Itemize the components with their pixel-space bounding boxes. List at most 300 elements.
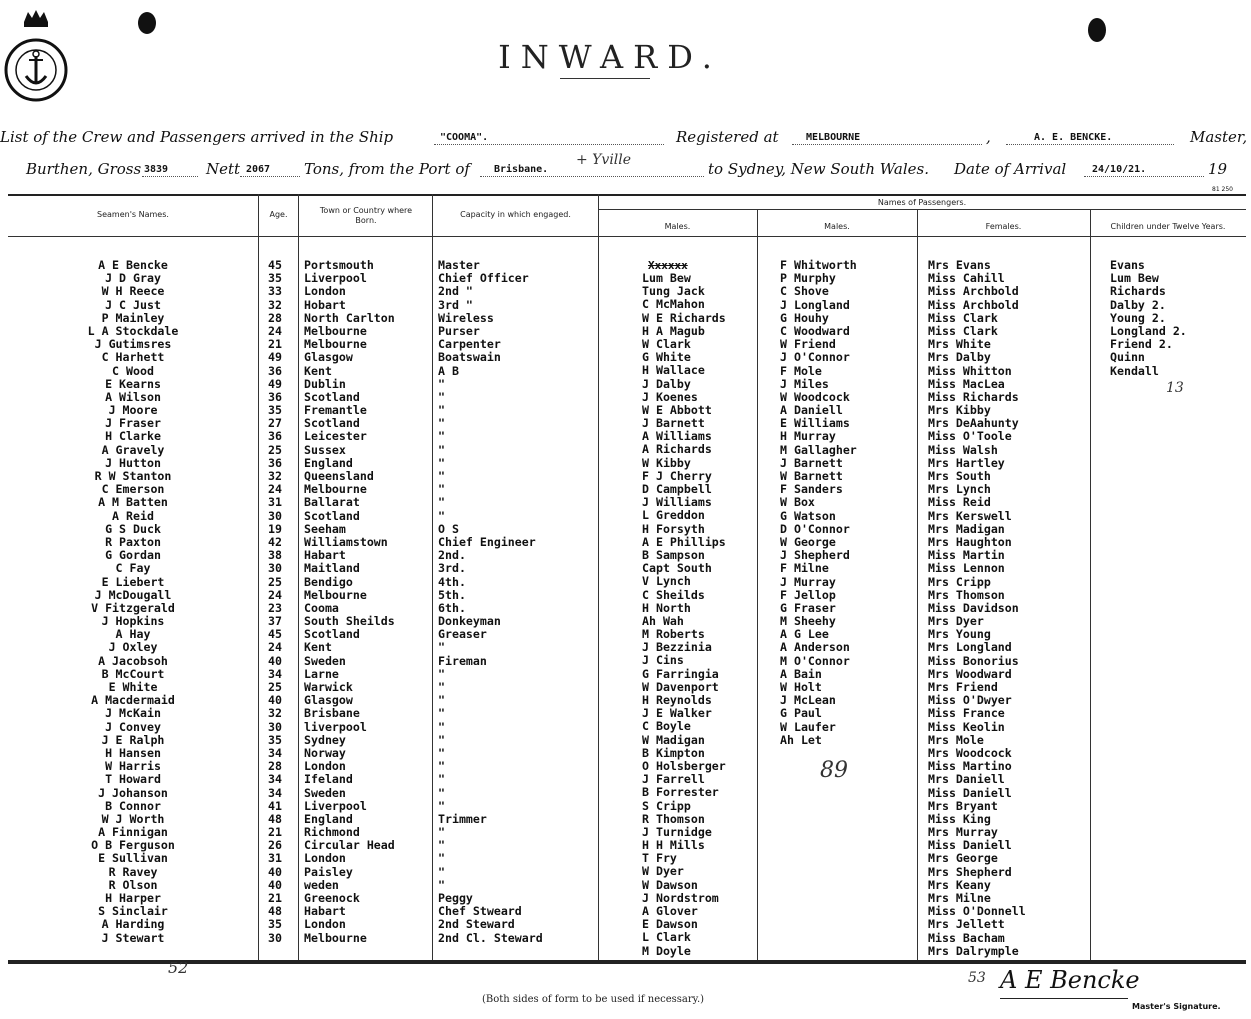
crew-name-list xyxy=(10,259,256,945)
crew-name: E Liebert xyxy=(101,574,165,589)
crew-age: 28 xyxy=(268,310,282,325)
male-passenger: C Woodward xyxy=(780,323,850,338)
crew-name: J C Just xyxy=(105,297,161,312)
crew-age: 32 xyxy=(268,706,282,721)
child-passenger: Friend 2. xyxy=(1110,337,1173,352)
col-head-town: Town or Country where Born. xyxy=(319,206,413,225)
male-passenger: Lum Bew xyxy=(642,271,691,285)
crew-age: 26 xyxy=(268,838,282,853)
crew-capacity: " xyxy=(438,732,445,747)
crew-age: 21 xyxy=(268,337,282,352)
crew-name: A Jacobsoh xyxy=(98,653,168,668)
crew-capacity: " xyxy=(438,785,445,800)
crew-age: 40 xyxy=(268,877,282,892)
crew-name: J Moore xyxy=(108,403,158,418)
crew-town: weden xyxy=(304,877,339,892)
crew-name: C Wood xyxy=(112,363,154,378)
crew-name: A E Bencke xyxy=(98,258,168,272)
children-list xyxy=(1110,259,1246,378)
crew-name: J Convey xyxy=(105,719,161,734)
crew-capacity: " xyxy=(438,772,445,787)
crew-age: 41 xyxy=(268,798,282,813)
crew-capacity: Boatswain xyxy=(438,350,501,365)
male-passenger: B Sampson xyxy=(642,547,705,562)
female-passenger: Miss MacLea xyxy=(928,376,1005,391)
crew-age: 21 xyxy=(268,825,282,840)
col-head-females: Females. xyxy=(985,222,1022,231)
male-passenger: W E Richards xyxy=(642,310,726,325)
crew-age: 45 xyxy=(268,258,282,272)
crew-age: 35 xyxy=(268,271,282,286)
crew-capacity: " xyxy=(438,680,445,694)
master-label: Master, xyxy=(1190,128,1248,146)
female-passenger: Miss Archbold xyxy=(928,284,1019,299)
female-passenger: Mrs George xyxy=(928,851,998,866)
male-passenger: B Forrester xyxy=(642,785,719,800)
crew-capacity: Donkeyman xyxy=(438,614,501,629)
crew-capacity: " xyxy=(438,495,445,510)
female-passenger: Mrs Dalby xyxy=(928,350,991,365)
crew-name: T Howard xyxy=(105,772,161,787)
female-passenger: Miss Richards xyxy=(928,389,1019,404)
nett-tons: 2067 xyxy=(246,164,271,175)
crew-name: A M Batten xyxy=(98,495,168,510)
female-passenger: Mrs Murray xyxy=(928,825,998,840)
male-passenger: J Nordstrom xyxy=(642,890,719,905)
crew-age: 31 xyxy=(268,495,282,510)
crew-name: A Reid xyxy=(112,508,154,523)
female-passenger: Mrs Keany xyxy=(928,877,991,892)
crew-name: J Oxley xyxy=(108,640,158,655)
crew-capacity: 2nd " xyxy=(438,284,473,299)
crew-age: 37 xyxy=(268,614,282,629)
female-passenger: Miss Cahill xyxy=(928,271,1005,286)
female-passenger: Miss Martin xyxy=(928,548,1005,563)
male-passenger: W Dawson xyxy=(642,877,698,892)
crew-age: 40 xyxy=(268,653,282,668)
column-divider xyxy=(1090,209,1091,960)
crew-age: 30 xyxy=(268,508,282,523)
crew-town: Fremantle xyxy=(304,403,367,418)
male-passenger: L Clark xyxy=(642,930,691,945)
crew-capacity: " xyxy=(438,403,445,418)
crew-age: 32 xyxy=(268,297,282,312)
master-dotted-line xyxy=(1006,144,1174,145)
crew-name: E Sullivan xyxy=(98,851,168,866)
crew-name: E White xyxy=(108,680,158,694)
male-passenger: J Williams xyxy=(642,495,712,510)
male-passenger: W Kibby xyxy=(642,455,691,470)
crew-age: 24 xyxy=(268,482,282,497)
crew-town: Dublin xyxy=(304,376,346,391)
crew-town: Cooma xyxy=(304,600,339,615)
female-passenger: Miss Davidson xyxy=(928,600,1019,615)
male-passenger: F Mole xyxy=(780,363,822,378)
female-passenger: Mrs Woodcock xyxy=(928,745,1012,760)
header-line-ship xyxy=(0,128,1251,154)
crew-town: Queensland xyxy=(304,469,374,483)
crew-capacity: " xyxy=(438,706,445,721)
date-label: Date of Arrival xyxy=(954,160,1067,178)
male-passenger: H Reynolds xyxy=(642,693,712,707)
crew-town: England xyxy=(304,811,353,826)
male-passenger: Capt South xyxy=(642,561,712,576)
gross-dotted-line xyxy=(142,176,198,177)
female-passenger: Miss Bonorius xyxy=(928,653,1019,668)
crew-capacity: 3rd. xyxy=(438,561,466,576)
crew-age: 27 xyxy=(268,416,282,431)
crew-age: 35 xyxy=(268,732,282,747)
column-divider xyxy=(258,194,259,960)
crew-capacity: " xyxy=(438,825,445,840)
male-passenger: A Richards xyxy=(642,442,712,457)
crew-capacity: Fireman xyxy=(438,653,487,668)
crew-age: 48 xyxy=(268,904,282,919)
female-passenger: Miss Whitton xyxy=(928,363,1012,378)
male-passenger: J Koenes xyxy=(642,389,698,404)
crew-town: London xyxy=(304,284,346,299)
crew-name: H Harper xyxy=(105,891,161,905)
crew-capacity: Master xyxy=(438,258,480,272)
female-passenger: Mrs Lynch xyxy=(928,482,991,497)
crew-age: 32 xyxy=(268,469,282,483)
crew-capacity: Carpenter xyxy=(438,337,501,352)
crew-town: Seeham xyxy=(304,521,346,536)
male-passenger: W Holt xyxy=(780,680,822,694)
crew-age: 40 xyxy=(268,864,282,879)
gross-tons: 3839 xyxy=(144,164,169,175)
crew-name: B Connor xyxy=(105,798,161,813)
crew-town: Portsmouth xyxy=(304,258,374,272)
female-passenger: Miss Archbold xyxy=(928,297,1019,312)
female-passenger: Mrs Cripp xyxy=(928,574,991,589)
male-passenger: W Friend xyxy=(780,337,836,352)
crew-town: Scotland xyxy=(304,627,360,642)
crew-name: J Stewart xyxy=(101,930,165,945)
female-passenger: Mrs Bryant xyxy=(928,798,998,813)
child-passenger: Young 2. xyxy=(1110,310,1166,325)
crew-capacity: " xyxy=(438,851,445,866)
female-passenger: Mrs Mole xyxy=(928,732,984,747)
crew-capacity: " xyxy=(438,693,445,708)
male-passenger: A Bain xyxy=(780,666,822,681)
crew-age: 24 xyxy=(268,640,282,655)
female-passenger: Mrs Woodward xyxy=(928,666,1012,681)
crew-capacity: Purser xyxy=(438,323,480,338)
crew-town: Melbourne xyxy=(304,337,367,352)
male-passenger: W Davenport xyxy=(642,679,719,694)
crew-age: 25 xyxy=(268,442,282,457)
male-passenger: J Dalby xyxy=(642,376,691,391)
port-from: Brisbane. xyxy=(494,164,549,175)
male-passenger: P Murphy xyxy=(780,271,836,286)
female-passenger: Miss Reid xyxy=(928,495,991,510)
male-passenger: T Fry xyxy=(642,851,677,866)
crew-name: W H Reece xyxy=(101,284,165,299)
crew-capacity: " xyxy=(438,389,445,404)
crew-age: 31 xyxy=(268,851,282,866)
female-passenger: Mrs Kerswell xyxy=(928,508,1012,523)
males2-tally: 89 xyxy=(820,758,848,783)
signature-line xyxy=(1000,998,1128,999)
male-passenger: O Holsberger xyxy=(642,758,726,773)
female-passenger: Mrs Madigan xyxy=(928,521,1005,536)
crew-capacity: 5th. xyxy=(438,587,466,602)
title-underline xyxy=(560,78,650,79)
crew-capacity: Trimmer xyxy=(438,811,487,826)
crew-age: 24 xyxy=(268,323,282,338)
female-passenger: Mrs DeAahunty xyxy=(928,416,1019,431)
crew-capacity: 3rd " xyxy=(438,297,473,312)
ink-blot xyxy=(138,12,156,34)
arrival-date: 24/10/21. xyxy=(1092,164,1147,175)
male-passenger: F Milne xyxy=(780,561,829,576)
crew-town: Brisbane xyxy=(304,706,360,721)
nett-label: Nett xyxy=(206,160,241,178)
crew-town: Sydney xyxy=(304,732,346,747)
crew-capacity: " xyxy=(438,508,445,523)
female-passenger: Mrs Milne xyxy=(928,891,991,905)
crew-name: R Paxton xyxy=(105,534,161,549)
column-divider xyxy=(432,194,433,960)
crew-age: 35 xyxy=(268,917,282,932)
crew-name: C Emerson xyxy=(101,482,165,497)
male-passenger: G Fraser xyxy=(780,600,836,615)
signature-label: Master's Signature. xyxy=(1132,1002,1221,1011)
crew-town: Melbourne xyxy=(304,930,367,945)
crew-town: Habart xyxy=(304,904,346,919)
male-passenger: B Kimpton xyxy=(642,745,705,760)
female-passenger: Mrs Kibby xyxy=(928,403,991,418)
crew-age: 30 xyxy=(268,719,282,734)
female-passenger: Mrs Hartley xyxy=(928,455,1005,470)
crew-capacity: Chief Engineer xyxy=(438,534,536,549)
male-passenger: W Madigan xyxy=(642,732,705,747)
crew-age: 25 xyxy=(268,680,282,694)
female-passenger: Miss France xyxy=(928,706,1005,721)
female-passenger: Miss Keolin xyxy=(928,719,1005,734)
port-annotation: + Yville xyxy=(576,152,632,168)
crew-age: 49 xyxy=(268,376,282,391)
col-head-males-1: Males. xyxy=(664,222,691,231)
female-passenger: Mrs Dyer xyxy=(928,614,984,629)
female-passenger: Mrs South xyxy=(928,469,991,483)
crew-capacity: 2nd Steward xyxy=(438,917,515,932)
male-passenger: J Cins xyxy=(642,653,684,668)
crew-capacity: Chef Stweard xyxy=(438,904,522,919)
header-line-burthen xyxy=(0,152,1251,186)
crew-town: Scotland xyxy=(304,416,360,431)
crew-town: Liverpool xyxy=(304,798,367,813)
male-passenger: H North xyxy=(642,600,691,615)
crew-age: 21 xyxy=(268,891,282,905)
crew-town: Melbourne xyxy=(304,587,367,602)
male-passenger: W Laufer xyxy=(780,719,836,734)
crew-age: 40 xyxy=(268,693,282,708)
crew-name: A Finnigan xyxy=(98,825,168,840)
column-header-rule xyxy=(8,236,1246,237)
crew-age: 49 xyxy=(268,350,282,365)
crew-name: C Harhett xyxy=(101,350,165,365)
crew-capacity: 6th. xyxy=(438,600,466,615)
male-passenger: E Dawson xyxy=(642,917,698,932)
crew-age: 35 xyxy=(268,403,282,418)
ship-label: List of the Crew and Passengers arrived in the Ship xyxy=(0,128,394,146)
crew-town: Paisley xyxy=(304,864,353,879)
ship-name: "COOMA". xyxy=(440,132,489,143)
child-passenger: Kendall xyxy=(1110,363,1159,378)
male-passenger: E Williams xyxy=(780,416,850,431)
crew-name: J McDougall xyxy=(94,587,172,602)
crew-town: London xyxy=(304,917,346,932)
male-passenger: V Lynch xyxy=(642,574,691,589)
male-passenger: W Clark xyxy=(642,336,691,351)
child-passenger: Richards xyxy=(1110,284,1166,299)
table-bottom-rule xyxy=(8,960,1246,962)
port-dotted-line xyxy=(480,176,704,177)
crew-capacity: " xyxy=(438,798,445,813)
crew-town: Greenock xyxy=(304,891,360,905)
crew-town: Larne xyxy=(304,666,339,681)
crew-town: Richmond xyxy=(304,825,360,840)
col-head-passengers: Names of Passengers. xyxy=(877,198,967,207)
crew-age: 30 xyxy=(268,930,282,945)
child-passenger: Quinn xyxy=(1110,350,1145,365)
struck-out-entry: Xxxxxx xyxy=(648,259,688,272)
crew-town: Williamstown xyxy=(304,534,388,549)
form-code: 81 250 xyxy=(1212,186,1233,193)
col-head-children: Children under Twelve Years. xyxy=(1110,222,1226,231)
male-passenger: J E Walker xyxy=(642,706,712,721)
crew-town: Ballarat xyxy=(304,495,360,510)
male-passenger: H A Magub xyxy=(642,323,705,338)
crew-age: 33 xyxy=(268,284,282,299)
male-passenger: Ah Wah xyxy=(642,613,684,628)
crew-town: Norway xyxy=(304,745,346,760)
female-passenger: Miss O'Donnell xyxy=(928,904,1026,919)
male-passenger: Ah Let xyxy=(780,732,822,747)
male-passenger-list-1 xyxy=(642,272,758,958)
crew-name: S Sinclair xyxy=(98,904,168,919)
female-passenger: Mrs White xyxy=(928,337,991,352)
male-passenger: H H Mills xyxy=(642,838,705,853)
male-passenger: W Dyer xyxy=(642,864,684,879)
crew-age: 42 xyxy=(268,534,282,549)
crew-name: P Mainley xyxy=(101,310,165,325)
crew-age: 34 xyxy=(268,666,282,681)
female-passenger: Miss O'Dwyer xyxy=(928,693,1012,708)
crew-capacity: " xyxy=(438,864,445,879)
female-passenger: Mrs Evans xyxy=(928,258,991,272)
crew-capacity: Chief Officer xyxy=(438,271,529,286)
crew-capacity-list xyxy=(438,259,598,945)
crew-town: Sweden xyxy=(304,653,346,668)
registered-label: Registered at xyxy=(676,128,779,146)
male-passenger: A E Phillips xyxy=(642,534,726,549)
crew-town: Sweden xyxy=(304,785,346,800)
female-passenger: Miss Daniell xyxy=(928,838,1012,853)
crew-town: Bendigo xyxy=(304,574,353,589)
male-passenger: M O'Connor xyxy=(780,653,850,668)
crew-town: Hobart xyxy=(304,297,346,312)
crew-name: C Fay xyxy=(115,561,151,576)
crew-town: North Carlton xyxy=(304,310,395,325)
burthen-label: Burthen, Gross xyxy=(26,160,142,178)
male-passenger: Tung Jack xyxy=(642,284,705,299)
female-passenger: Mrs Shepherd xyxy=(928,864,1012,879)
male-passenger: H Forsyth xyxy=(642,521,705,536)
crew-name: J E Ralph xyxy=(101,732,165,747)
female-passenger: Miss Lennon xyxy=(928,561,1005,576)
female-passenger: Mrs Dalrymple xyxy=(928,943,1019,958)
passengers-header-rule xyxy=(598,209,1246,210)
crew-town: Liverpool xyxy=(304,271,367,286)
comma: , xyxy=(986,128,991,146)
crew-capacity: " xyxy=(438,482,445,497)
male-passenger: G Farringia xyxy=(642,666,719,681)
crew-age: 34 xyxy=(268,745,282,760)
female-passenger: Miss Bacham xyxy=(928,930,1005,945)
male-passenger: H Murray xyxy=(780,429,836,444)
crew-town: Warwick xyxy=(304,680,353,694)
crew-name: O B Ferguson xyxy=(91,838,175,853)
crew-capacity: Peggy xyxy=(438,891,473,905)
crew-age: 23 xyxy=(268,600,282,615)
child-passenger: Longland 2. xyxy=(1110,323,1187,338)
crew-name: J Johanson xyxy=(98,785,168,800)
crew-age: 25 xyxy=(268,574,282,589)
crew-capacity: 4th. xyxy=(438,574,466,589)
male-passenger: H Wallace xyxy=(642,363,705,378)
crew-name: W Harris xyxy=(105,759,161,774)
male-passenger: J Bezzinia xyxy=(642,640,712,655)
crew-town: Melbourne xyxy=(304,482,367,497)
female-passenger: Mrs Thomson xyxy=(928,587,1005,602)
male-passenger: W Box xyxy=(780,495,815,510)
to-sydney-label: to Sydney, New South Wales. xyxy=(708,160,929,178)
female-passenger: Miss Daniell xyxy=(928,785,1012,800)
nett-dotted-line xyxy=(240,176,300,177)
male-passenger: F Jellop xyxy=(780,587,836,602)
crew-name: A Hay xyxy=(115,627,151,642)
crew-name: J McKain xyxy=(105,706,161,721)
crew-name: J Fraser xyxy=(105,416,161,431)
male-passenger: W George xyxy=(780,534,836,549)
female-passenger-list xyxy=(928,259,1088,958)
female-passenger: Miss Walsh xyxy=(928,442,998,457)
crew-name: W J Worth xyxy=(101,811,165,826)
crew-town: London xyxy=(304,851,346,866)
crew-age: 36 xyxy=(268,389,282,404)
female-passenger: Miss Clark xyxy=(928,323,998,338)
males1-tally: 53 xyxy=(968,970,986,986)
male-passenger: J Turnidge xyxy=(642,824,712,839)
male-passenger: L Greddon xyxy=(642,508,705,523)
male-passenger: C Boyle xyxy=(642,719,691,734)
crew-age: 24 xyxy=(268,587,282,602)
master-signature: A E Bencke xyxy=(1000,966,1140,994)
crew-capacity: " xyxy=(438,416,445,431)
female-passenger: Mrs Friend xyxy=(928,680,998,694)
registered-dotted-line xyxy=(792,144,982,145)
col-head-males-2: Males. xyxy=(824,222,850,231)
female-passenger: Mrs Daniell xyxy=(928,772,1005,787)
col-head-capacity: Capacity in which engaged. xyxy=(460,210,571,219)
crew-age: 48 xyxy=(268,811,282,826)
crew-town: Circular Head xyxy=(304,838,395,853)
crew-name: A Harding xyxy=(101,917,165,932)
male-passenger: G Houhy xyxy=(780,310,829,325)
